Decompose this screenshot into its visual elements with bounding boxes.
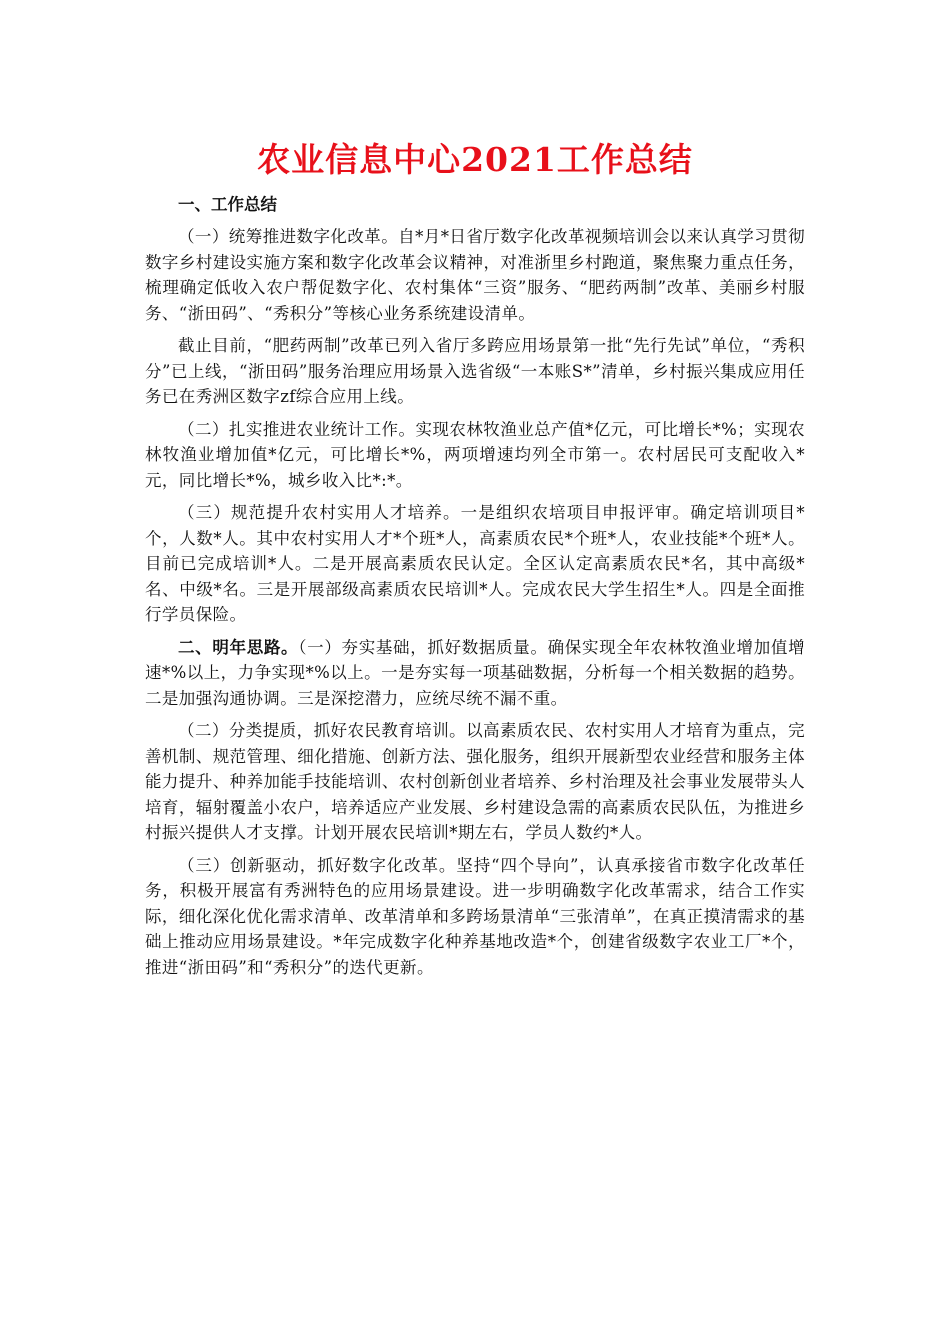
paragraph-farmer-education: （二）分类提质，抓好农民教育培训。以高素质农民、农村实用人才培育为重点，完善机制、规范管理、细化措施、创新方法、强化服务，组织开展新型农业经营和服务主体能力提升、种养加能手技能培训、农村创新创业者培养、乡村治理及社会事业发展带头人培育，辐射覆盖小农户，培养适应产业发展、乡村建设急需的高素质农民队伍，为推进乡村振兴提供人才支撑。计划开展农民培训*期左右，学员人数约*人。 — [145, 721, 805, 842]
paragraph-current-progress: 截止目前，“肥药两制”改革已列入省厅多跨应用场景第一批“先行先试”单位，“秀积分”已上线，“浙田码”服务治理应用场景入选省级“一本账S*”清单，乡村振兴集成应用任务已在秀洲区数字zf综合应用上线。 — [145, 336, 805, 406]
paragraph-agri-statistics: （二）扎实推进农业统计工作。实现农林牧渔业总产值*亿元，可比增长*%；实现农林牧渔业增加值*亿元，可比增长*%，两项增速均列全市第一。农村居民可支配收入*元，同比增长*%，城乡收入比*:*。 — [145, 419, 805, 490]
paragraph-talent-training: （三）规范提升农村实用人才培养。一是组织农培项目申报评审。确定培训项目*个，人数*人。其中农村实用人才*个班*人，高素质农民*个班*人，农业技能*个班*人。目前已完成培训*人。二是开展高素质农民认定。全区认定高素质农民*名，其中高级*名、中级*名。三是开展部级高素质农民培训*人。完成农民大学生招生*人。四是全面推行学员保险。 — [145, 503, 805, 624]
paragraph-innovation-driven: （三）创新驱动，抓好数字化改革。坚持“四个导向”，认真承接省市数字化改革任务，积极开展富有秀洲特色的应用场景建设。进一步明确数字化改革需求，结合工作实际，细化深化优化需求清单、改革清单和多跨场景清单“三张清单”，在真正摸清需求的基础上推动应用场景建设。*年完成数字化种养基地改造*个，创建省级数字农业工厂*个，推进“浙田码”和“秀积分”的迭代更新。 — [145, 855, 805, 977]
section-heading-next-year: 二、明年思路。 — [178, 637, 299, 657]
paragraph-next-year-plan — [145, 635, 805, 712]
document-page — [145, 128, 805, 987]
section-heading-work-summary: 一、工作总结 — [178, 195, 277, 214]
paragraph-data-quality: （一）夯实基础，抓好数据质量。确保实现全年农林牧渔业增加值增速*%以上，力争实现*%以上。一是夯实每一项基础数据，分析每一个相关数据的趋势。二是加强沟通协调。三是深挖潜力，应统尽统不漏不重。 — [145, 637, 805, 708]
paragraph-digital-reform: （一）统筹推进数字化改革。自*月*日省厅数字化改革视频培训会以来认真学习贯彻数字乡村建设实施方案和数字化改革会议精神，对准浙里乡村跑道，聚焦聚力重点任务，梳理确定低收入农户帮促数字化、农村集体“三资”服务、“肥药两制”改革、美丽乡村服务、“浙田码”、“秀积分”等核心业务系统建设清单。 — [145, 227, 805, 323]
document-title: 农业信息中心2021工作总结 — [257, 140, 693, 179]
